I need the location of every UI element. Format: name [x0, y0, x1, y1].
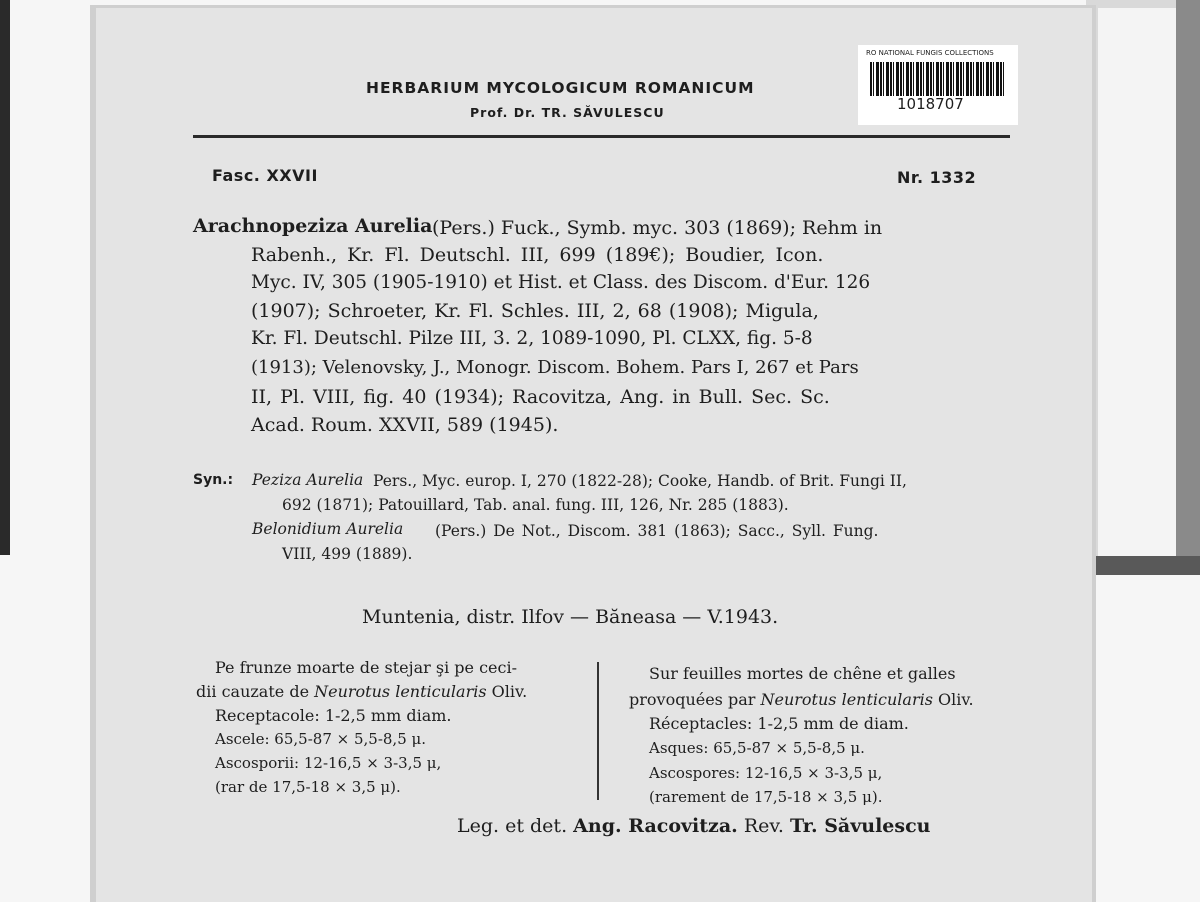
collector-prefix: Leg. et det.: [457, 815, 568, 837]
romanian-description-line: Ascosporii: 12-16,5 × 3-3,5 μ,: [215, 754, 442, 772]
reviser-name: Tr. Săvulescu: [789, 815, 931, 837]
synonym-name: Belonidium Aurelia: [252, 520, 404, 538]
romanian-description-line: Pe frunze moarte de stejar şi pe ceci-: [215, 658, 518, 677]
fascicle-number: Fasc. XXVII: [212, 166, 318, 185]
barcode-caption: RO NATIONAL FUNGIS COLLECTIONS: [866, 49, 994, 57]
synonym-citation: VIII, 499 (1889).: [282, 545, 413, 563]
background-card-face: [1098, 8, 1176, 556]
author-abbr: Oliv.: [491, 682, 528, 701]
host-text: dii cauzate de: [196, 682, 310, 701]
synonym-citation: 692 (1871); Patouillard, Tab. anal. fung. III, 126, Nr. 285 (1883).: [282, 496, 789, 514]
synonym-citation: Pers., Myc. europ. I, 270 (1822-28); Cooke, Handb. of Brit. Fungi II,: [373, 472, 907, 490]
romanian-description-line: (rar de 17,5-18 × 3,5 μ).: [215, 778, 401, 796]
species-citation-line: II, Pl. VIII, fig. 40 (1934); Racovitza, Ang. in Bull. Sec. Sc.: [251, 386, 830, 408]
author-abbr: Oliv.: [938, 690, 974, 709]
collector-line: [457, 815, 930, 837]
species-citation-line: (Pers.) Fuck., Symb. myc. 303 (1869); Rehm in: [432, 217, 883, 239]
species-name: Arachnopeziza Aurelia: [193, 215, 433, 237]
french-description-line: Asques: 65,5-87 × 5,5-8,5 μ.: [649, 739, 865, 757]
background-card-edge: [1176, 0, 1200, 575]
synonyms-label: Syn.:: [193, 472, 234, 488]
french-description-line: Ascospores: 12-16,5 × 3-3,5 μ,: [649, 764, 883, 782]
header-rule: [193, 135, 1010, 138]
species-citation-line: (1913); Velenovsky, J., Monogr. Discom. Bohem. Pars I, 267 et Pars: [251, 357, 859, 378]
french-description-line: Sur feuilles mortes de chêne et galles: [649, 664, 956, 683]
column-divider: [597, 662, 599, 800]
header-title: HERBARIUM MYCOLOGICUM ROMANICUM: [366, 79, 755, 97]
reviser-prefix: Rev.: [743, 815, 784, 837]
host-text: provoquées par: [629, 690, 756, 709]
french-description-line: (rarement de 17,5-18 × 3,5 μ).: [649, 788, 883, 806]
species-citation-line: Myc. IV, 305 (1905-1910) et Hist. et Class. des Discom. d'Eur. 126: [251, 272, 871, 293]
synonym-citation: (Pers.) De Not., Discom. 381 (1863); Sacc., Syll. Fung.: [435, 522, 879, 540]
french-description-line: [629, 690, 974, 709]
species-citation-line: Kr. Fl. Deutschl. Pilze III, 3. 2, 1089-1090, Pl. CLXX, fig. 5-8: [251, 328, 813, 349]
collector-name: Ang. Racovitza.: [573, 815, 738, 837]
barcode-icon: [870, 62, 1006, 96]
species-citation-line: (1907); Schroeter, Kr. Fl. Schles. III, 2, 68 (1908); Migula,: [251, 300, 819, 322]
header-subtitle: Prof. Dr. TR. SĂVULESCU: [470, 105, 665, 120]
gall-species: Neurotus lenticularis: [760, 690, 933, 709]
background-card-shadow: [1086, 556, 1200, 575]
background-dark-strip: [0, 0, 10, 555]
synonym-name: Peziza Aurelia: [252, 471, 364, 489]
specimen-number: Nr. 1332: [897, 168, 977, 187]
gall-species: Neurotus lenticularis: [314, 682, 487, 701]
locality: Muntenia, distr. Ilfov — Băneasa — V.1943.: [362, 606, 779, 628]
french-description-line: Réceptacles: 1-2,5 mm de diam.: [649, 714, 909, 733]
romanian-description-line: [196, 682, 527, 701]
barcode-number: 1018707: [897, 95, 964, 113]
romanian-description-line: Receptacole: 1-2,5 mm diam.: [215, 706, 452, 725]
species-citation-line: Rabenh., Kr. Fl. Deutschl. III, 699 (189€); Boudier, Icon.: [251, 244, 824, 266]
species-citation-line: Acad. Roum. XXVII, 589 (1945).: [251, 414, 559, 436]
romanian-description-line: Ascele: 65,5-87 × 5,5-8,5 μ.: [215, 730, 427, 748]
